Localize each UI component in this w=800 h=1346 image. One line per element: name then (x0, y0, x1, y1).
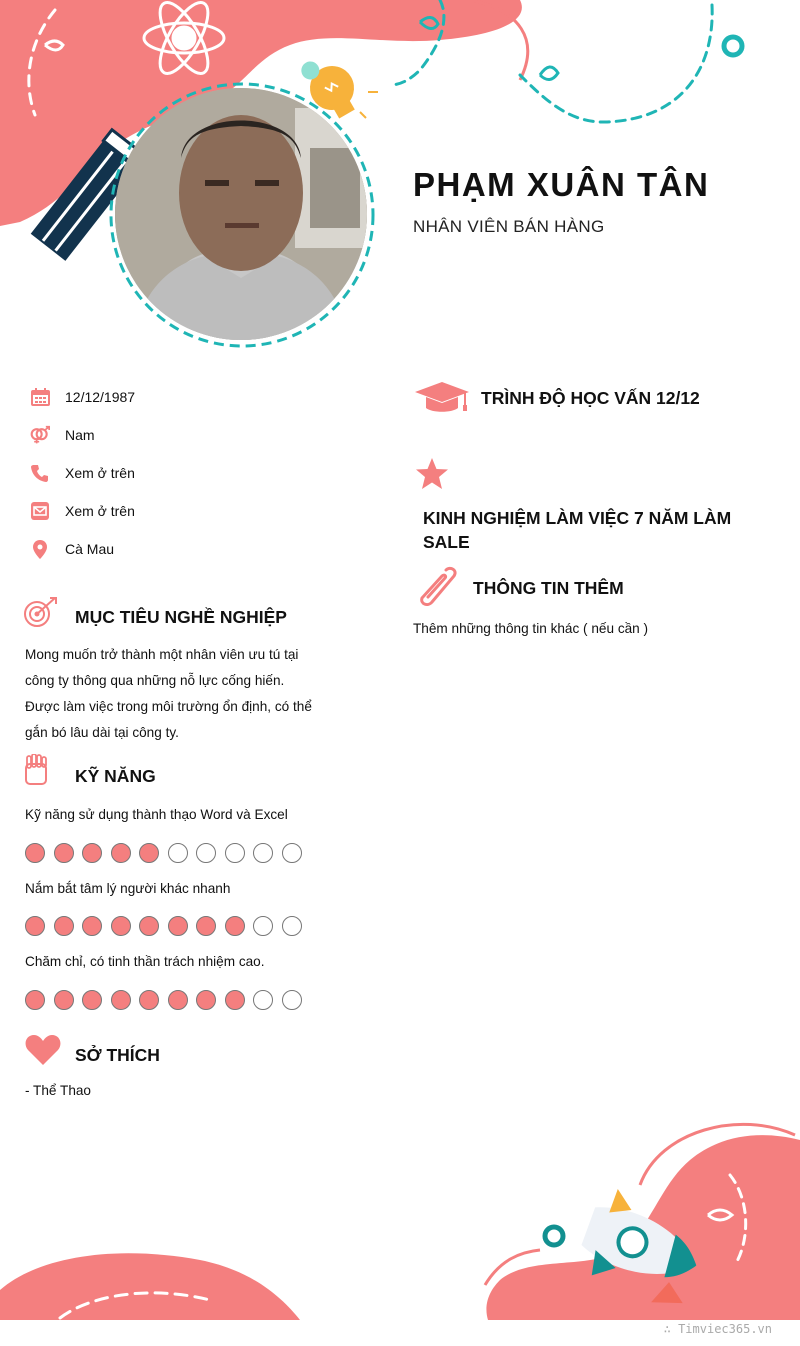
skill-rating (25, 990, 302, 1010)
objective-line: Được làm việc trong môi trường ổn định, có thể (25, 699, 312, 714)
skill-label: Kỹ năng sử dụng thành thạo Word và Excel (25, 807, 288, 822)
birthdate-text: 12/12/1987 (65, 389, 136, 405)
rating-dot-empty (282, 990, 302, 1010)
job-title: NHÂN VIÊN BÁN HÀNG (413, 217, 605, 236)
rating-dot-filled (111, 843, 131, 863)
rating-dot-filled (54, 990, 74, 1010)
objective-line: Mong muốn trở thành một nhân viên ưu tú tại (25, 647, 299, 662)
rating-dot-filled (168, 916, 188, 936)
gender-text: Nam (65, 427, 95, 443)
rating-dot-filled (225, 990, 245, 1010)
experience-title-line: SALE (423, 532, 470, 552)
rating-dot-filled (139, 843, 159, 863)
phone-icon (30, 463, 50, 483)
rating-dot-filled (54, 843, 74, 863)
location-icon (30, 539, 50, 559)
education-title: TRÌNH ĐỘ HỌC VẤN 12/12 (481, 388, 700, 408)
hobbies-text: - Thể Thao (25, 1083, 91, 1098)
rating-dot-filled (225, 916, 245, 936)
rating-dot-empty (253, 990, 273, 1010)
graduation-cap-icon (414, 380, 470, 419)
rating-dot-filled (25, 843, 45, 863)
extra-info-title: THÔNG TIN THÊM (473, 578, 624, 598)
info-gender (30, 422, 95, 448)
rating-dot-filled (82, 916, 102, 936)
heart-icon (25, 1034, 61, 1071)
rating-dot-empty (196, 843, 216, 863)
skill-label: Nắm bắt tâm lý người khác nhanh (25, 881, 231, 896)
rating-dot-filled (196, 916, 216, 936)
experience-title-line: KINH NGHIỆM LÀM VIỆC 7 NĂM LÀM (423, 508, 732, 528)
rating-dot-filled (111, 990, 131, 1010)
skills-title: KỸ NĂNG (75, 766, 156, 786)
rating-dot-filled (139, 916, 159, 936)
rating-dot-empty (282, 916, 302, 936)
info-email (30, 498, 135, 524)
paperclip-icon (416, 566, 460, 613)
rating-dot-filled (139, 990, 159, 1010)
objective-text (25, 642, 325, 746)
rating-dot-filled (82, 843, 102, 863)
location-text: Cà Mau (65, 541, 115, 557)
profile-name: PHẠM XUÂN TÂN (413, 166, 710, 203)
skill-label: Chăm chỉ, có tinh thần trách nhiệm cao. (25, 954, 265, 969)
fist-icon (24, 754, 48, 791)
rating-dot-empty (168, 843, 188, 863)
skill-rating (25, 843, 302, 863)
rating-dot-filled (111, 916, 131, 936)
info-phone (30, 460, 135, 486)
objective-title: MỤC TIÊU NGHỀ NGHIỆP (75, 607, 287, 627)
extra-info-text: Thêm những thông tin khác ( nếu cần ) (413, 621, 649, 636)
watermark: ∴ Timviec365.vn (663, 1322, 772, 1336)
rating-dot-empty (253, 916, 273, 936)
email-text: Xem ở trên (65, 503, 135, 519)
info-birthdate (30, 384, 136, 410)
rating-dot-filled (54, 916, 74, 936)
rating-dot-filled (25, 990, 45, 1010)
rating-dot-empty (282, 843, 302, 863)
rating-dot-filled (25, 916, 45, 936)
hobbies-title: SỞ THÍCH (75, 1045, 160, 1065)
rating-dot-empty (225, 843, 245, 863)
rating-dot-filled (82, 990, 102, 1010)
calendar-icon (30, 387, 50, 407)
objective-line: gắn bó lâu dài tại công ty. (25, 725, 179, 740)
email-icon (30, 501, 50, 521)
objective-line: công ty thông qua những nỗ lực cống hiến. (25, 673, 285, 688)
skill-rating (25, 916, 302, 936)
info-location (30, 536, 115, 562)
experience-title (423, 506, 731, 554)
rating-dot-filled (196, 990, 216, 1010)
gender-icon (30, 425, 50, 445)
target-icon (24, 596, 58, 633)
portrait-image (115, 88, 367, 340)
rating-dot-empty (253, 843, 273, 863)
rating-dot-filled (168, 990, 188, 1010)
star-icon (415, 458, 449, 495)
phone-text: Xem ở trên (65, 465, 135, 481)
avatar (115, 88, 367, 340)
